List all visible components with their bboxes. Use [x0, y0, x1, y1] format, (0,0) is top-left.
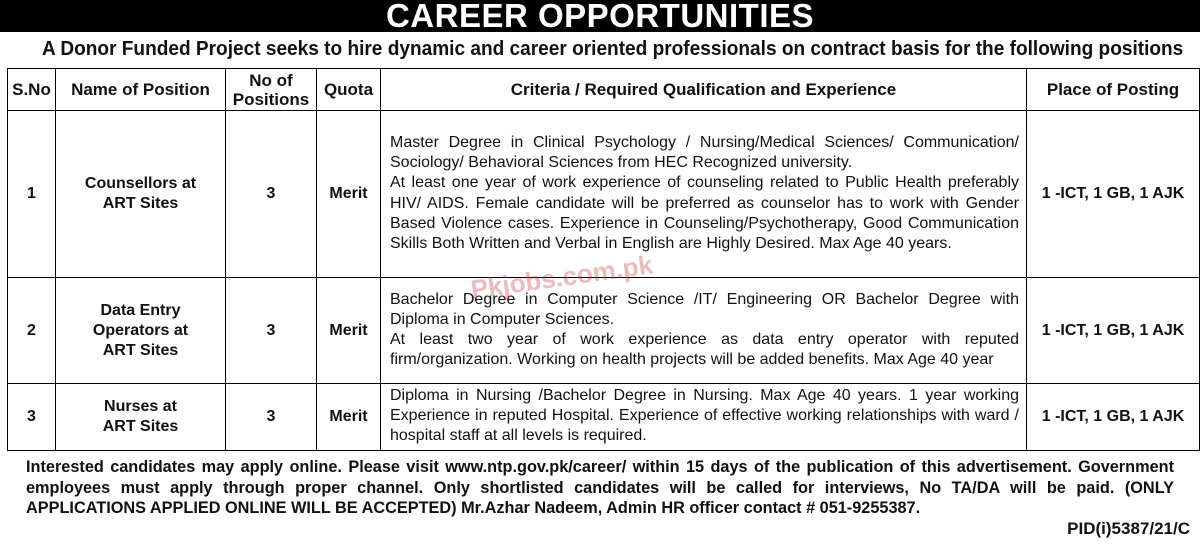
header-quota: Quota — [317, 69, 381, 111]
cell-place: 1 -ICT, 1 GB, 1 AJK — [1027, 111, 1200, 278]
cell-sno: 2 — [8, 278, 56, 384]
table-header-row — [8, 69, 1200, 111]
table-row — [8, 111, 1200, 278]
header-position-name: Name of Position — [56, 69, 226, 111]
cell-positions: 3 — [226, 384, 317, 451]
cell-sno: 3 — [8, 384, 56, 451]
title-banner — [0, 0, 1200, 32]
cell-position-name: Counsellors at ART Sites — [56, 111, 226, 278]
footer-instructions — [26, 457, 1174, 519]
cell-criteria: Diploma in Nursing /Bachelor Degree in Nursing. Max Age 40 years. 1 year working Experience in reputed Hospital. Experience of effective working relationships with ward / hospital staff at all levels is required. — [381, 384, 1027, 451]
cell-position-name: Data Entry Operators at ART Sites — [56, 278, 226, 384]
cell-positions: 3 — [226, 111, 317, 278]
positions-table — [7, 68, 1200, 451]
table-row — [8, 384, 1200, 451]
cell-place: 1 -ICT, 1 GB, 1 AJK — [1027, 384, 1200, 451]
cell-sno: 1 — [8, 111, 56, 278]
footer-text: Interested candidates may apply online. Please visit www.ntp.gov.pk/career/ within 15 days of the publication of this advertisement. Government employees must apply through proper channel. Only shortlisted candidates will be called for interviews, No TA/DA will be paid. (ONLY APPLICATIONS APPLIED ONLINE WILL BE ACCEPTED) Mr.Azhar Nadeem, Admin HR officer contact # 051-9255387. — [26, 458, 1174, 517]
header-sno: S.No — [8, 69, 56, 111]
cell-place: 1 -ICT, 1 GB, 1 AJK — [1027, 278, 1200, 384]
cell-position-name: Nurses at ART Sites — [56, 384, 226, 451]
page-subtitle: A Donor Funded Project seeks to hire dynamic and career oriented professionals on contract basis for the following positions — [42, 37, 1184, 60]
watermark: Pkjobs.com.pk — [468, 249, 655, 305]
cell-quota: Merit — [317, 384, 381, 451]
header-criteria: Criteria / Required Qualification and Experience — [381, 69, 1027, 111]
header-no-of-positions: No of Positions — [226, 69, 317, 111]
cell-quota: Merit — [317, 111, 381, 278]
publication-id: PID(i)5387/21/C — [1067, 519, 1190, 538]
header-place-of-posting: Place of Posting — [1027, 69, 1200, 111]
cell-quota: Merit — [317, 278, 381, 384]
table-row — [8, 278, 1200, 384]
cell-positions: 3 — [226, 278, 317, 384]
cell-criteria: Master Degree in Clinical Psychology / Nursing/Medical Sciences/ Communication/ Sociology/ Behavioral Sciences from HEC Recognized university. At least one year of work experience of counseling related to Public Health preferably HIV/ AIDS. Female candidate will be preferred as counselor has to work with Gender Based Violence cases. Experience in Counseling/Psychotherapy, Good Communication Skills Both Written and Verbal in English are Highly Desired. Max Age 40 years. — [381, 111, 1027, 278]
page-title: CAREER OPPORTUNITIES — [385, 0, 815, 34]
cell-criteria: Bachelor Degree in Computer Science /IT/ Engineering OR Bachelor Degree with Diploma in Computer Sciences. At least two year of work experience as data entry operator with reputed firm/organization. Working on health projects will be added benefits. Max Age 40 year — [381, 278, 1027, 384]
